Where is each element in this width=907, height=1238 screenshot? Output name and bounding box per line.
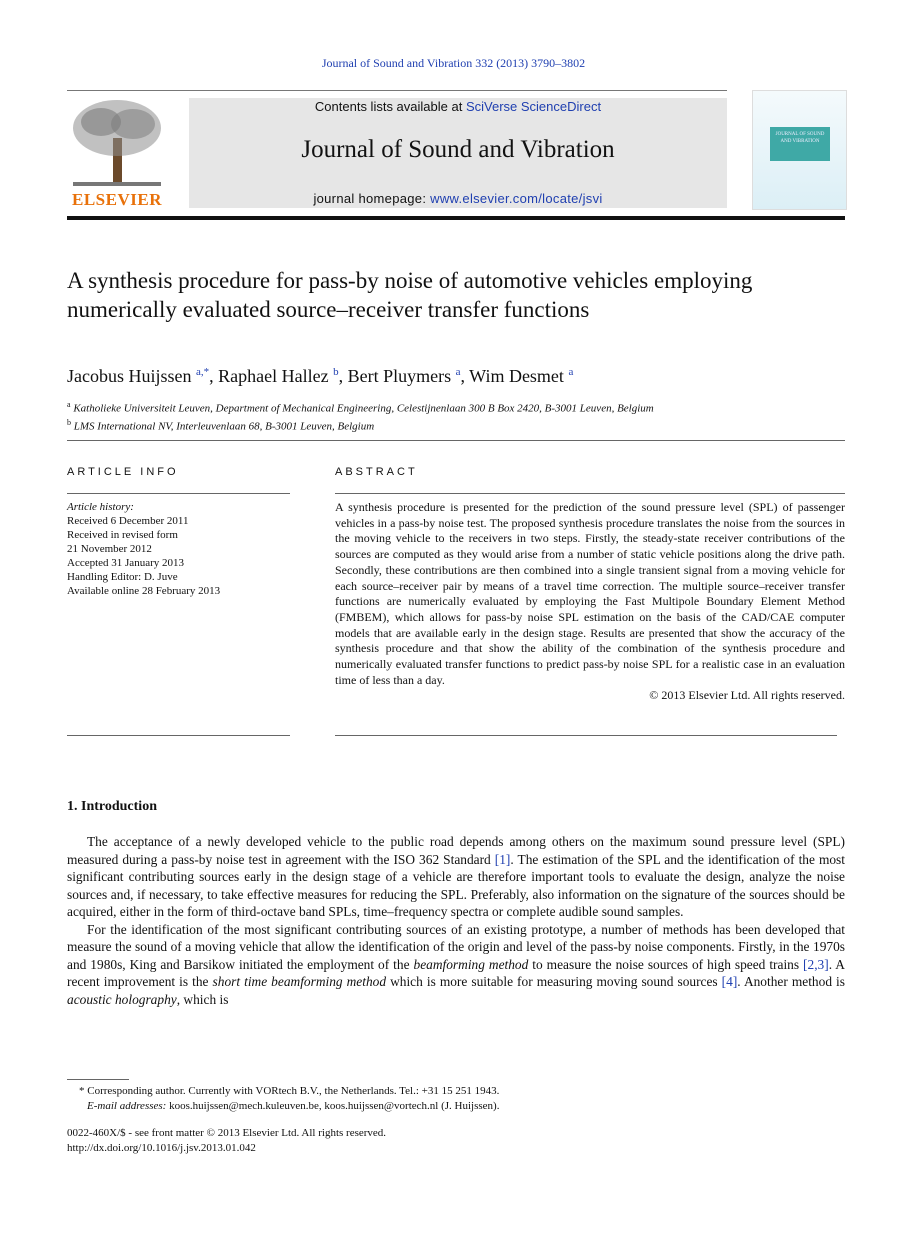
author-affiliation-mark[interactable]: b	[333, 366, 339, 378]
text-run: to measure the noise sources of high speed trains	[528, 956, 804, 972]
paragraph	[67, 833, 845, 921]
header-top-rule	[67, 90, 727, 91]
footnotes	[67, 1084, 845, 1114]
author-affiliation-mark[interactable]: a	[455, 366, 461, 378]
abstract-text: A synthesis procedure is presented for the prediction of the sound pressure level (SPL) of passenger vehicles in a pass-by noise test. The proposed synthesis procedure translates the noise from the sources in the moving vehicle to the receivers in two steps. Firstly, the steady-state receiver contributions of the sources are computed as they would arise from a number of static vehicle positions along the drive path. Secondly, these contributions are then combined into a single transient signal from a moving vehicle for each source–receiver pair by means of a travel time correction. The multiple source–receiver transfer functions are numerically evaluated by employing the Fast Multipole Boundary Element Method (FMBEM), which allows for pass-by noise SPL estimation on the basis of the CAD/CAE computer models that are available early in the design stage. Results are presented that show the accuracy of the synthesis procedure and that show the ability of the combination of the synthesis procedure and numerically evaluated transfer functions to predict pass-by noise SPL for a realistic case in an evaluation time of less than a day.	[335, 500, 845, 687]
affiliation-text: Katholieke Universiteit Leuven, Department of Mechanical Engineering, Celestijnenlaan 300 B Box 2420, B-3001 Leuven, Belgium	[73, 402, 654, 415]
issn-line: 0022-460X/$ - see front matter © 2013 Elsevier Ltd. All rights reserved.	[67, 1127, 387, 1139]
email-addresses[interactable]: koos.huijssen@mech.kuleuven.be, koos.huijssen@vortech.nl (J. Huijssen).	[169, 1100, 500, 1112]
tree-logo-icon	[67, 98, 167, 190]
history-line: Received in revised form	[67, 529, 178, 541]
reference-link[interactable]: [2,3]	[803, 956, 829, 972]
author-name[interactable]: Bert Pluymers	[347, 366, 452, 386]
history-line: Accepted 31 January 2013	[67, 557, 184, 569]
header-bottom-rule	[67, 216, 845, 220]
abstract-bottom-rule	[335, 735, 837, 736]
journal-cover-thumbnail[interactable]	[752, 90, 847, 210]
abstract-copyright: © 2013 Elsevier Ltd. All rights reserved.	[649, 688, 845, 703]
elsevier-logo[interactable]	[67, 98, 167, 210]
affiliation-mark: b	[67, 417, 71, 427]
author-affiliation-mark[interactable]: a,*	[196, 366, 210, 378]
corresponding-author-note: * Corresponding author. Currently with VORtech B.V., the Netherlands. Tel.: +31 15 251 1943.	[79, 1085, 500, 1097]
emphasis: acoustic holography	[67, 991, 177, 1007]
sciencedirect-link[interactable]: SciVerse ScienceDirect	[465, 99, 602, 114]
text-run: , which is	[176, 991, 229, 1007]
abstract-body	[335, 500, 845, 704]
text-run: . A recent improvement is the	[67, 956, 845, 989]
paragraph	[67, 921, 845, 1009]
article-info-rule	[67, 493, 290, 494]
history-line: Received 6 December 2011	[67, 515, 189, 527]
author-list: Jacobus Huijssen $^{a,*}$, Raphael Hallez $^b$, Bert Pluymers $^a$, Wim Desmet $^a$	[67, 366, 574, 386]
emphasis: beamforming method	[413, 956, 529, 972]
article-info-bottom-rule	[67, 735, 290, 736]
text-run: For the identification of the most significant contributing sources of an existing prototype, a number of methods has been developed that measure the sound of a moving vehicle that allow the identification of the origin and level of the pass-by noise components. Firstly, in the 1970s and 1980s, King and Barsikow initiated the employment of the	[67, 921, 845, 972]
publisher-name: ELSEVIER	[72, 190, 162, 209]
affiliation-item	[67, 416, 654, 434]
history-line: Handling Editor: D. Juve	[67, 571, 178, 583]
author-name[interactable]: Raphael Hallez	[218, 366, 329, 386]
article-info-heading: ARTICLE INFO	[67, 466, 179, 478]
homepage-link[interactable]: www.elsevier.com/locate/jsvi	[430, 191, 603, 206]
contents-prefix: Contents lists available at	[314, 99, 463, 114]
journal-title: Journal of Sound and Vibration	[301, 136, 615, 163]
text-run: . Another method is	[737, 974, 845, 989]
cover-title: JOURNAL OF SOUND AND VIBRATION	[770, 127, 830, 161]
author-name[interactable]: Wim Desmet	[469, 366, 564, 386]
author-name[interactable]: Jacobus Huijssen	[67, 366, 192, 386]
abstract-heading: ABSTRACT	[335, 466, 418, 478]
publication-info	[67, 1126, 386, 1156]
introduction-body	[67, 833, 845, 1008]
footnote-rule	[67, 1079, 129, 1080]
article-history	[67, 500, 220, 598]
article-title: A synthesis procedure for pass-by noise of automotive vehicles employing numerically evaluated source–receiver transfer functions	[67, 268, 753, 322]
homepage-prefix: journal homepage:	[313, 191, 427, 206]
text-run: The acceptance of a newly developed vehicle to the public road depends among others on the maximum sound pressure level (SPL) measured during a pass-by noise test in agreement with the ISO 362 Standard	[67, 834, 845, 867]
history-label: Article history:	[67, 501, 134, 513]
emphasis: short time beamforming method	[212, 974, 387, 989]
reference-link[interactable]: [4]	[721, 974, 738, 989]
email-label: E-mail addresses:	[87, 1100, 167, 1112]
affiliation-text: LMS International NV, Interleuvenlaan 68, B-3001 Leuven, Belgium	[73, 420, 375, 433]
text-run: which is more suitable for measuring moving sound sources	[386, 974, 722, 989]
history-line: 21 November 2012	[67, 543, 152, 555]
section-heading: 1. Introduction	[67, 799, 157, 814]
abstract-rule	[335, 493, 845, 494]
homepage-line	[189, 191, 727, 206]
history-line: Available online 28 February 2013	[67, 585, 221, 597]
doi-link[interactable]: http://dx.doi.org/10.1016/j.jsv.2013.01.042	[67, 1142, 256, 1154]
affiliation-mark: a	[67, 400, 71, 409]
reference-link[interactable]: [1]	[494, 851, 511, 867]
journal-citation[interactable]: Journal of Sound and Vibration 332 (2013) 3790–3802	[321, 56, 586, 70]
affiliation-item	[67, 398, 654, 416]
affiliations	[67, 398, 654, 433]
author-affiliation-mark[interactable]: a	[568, 366, 574, 378]
section-divider	[67, 440, 845, 441]
text-run: . The estimation of the SPL and the identification of the most significant contributing sources early in the design stage of a vehicle are therefore important tools to evaluate the design, analyze the noise sources and, if necessary, to take effective measures for reducing the SPL. Preferably, also information on the signature of the sources should be acquired, either in the form of third-octave band SPLs, time–frequency spectra or complete audible sound samples.	[67, 851, 845, 919]
email-note	[67, 1099, 845, 1114]
contents-line	[189, 99, 727, 114]
